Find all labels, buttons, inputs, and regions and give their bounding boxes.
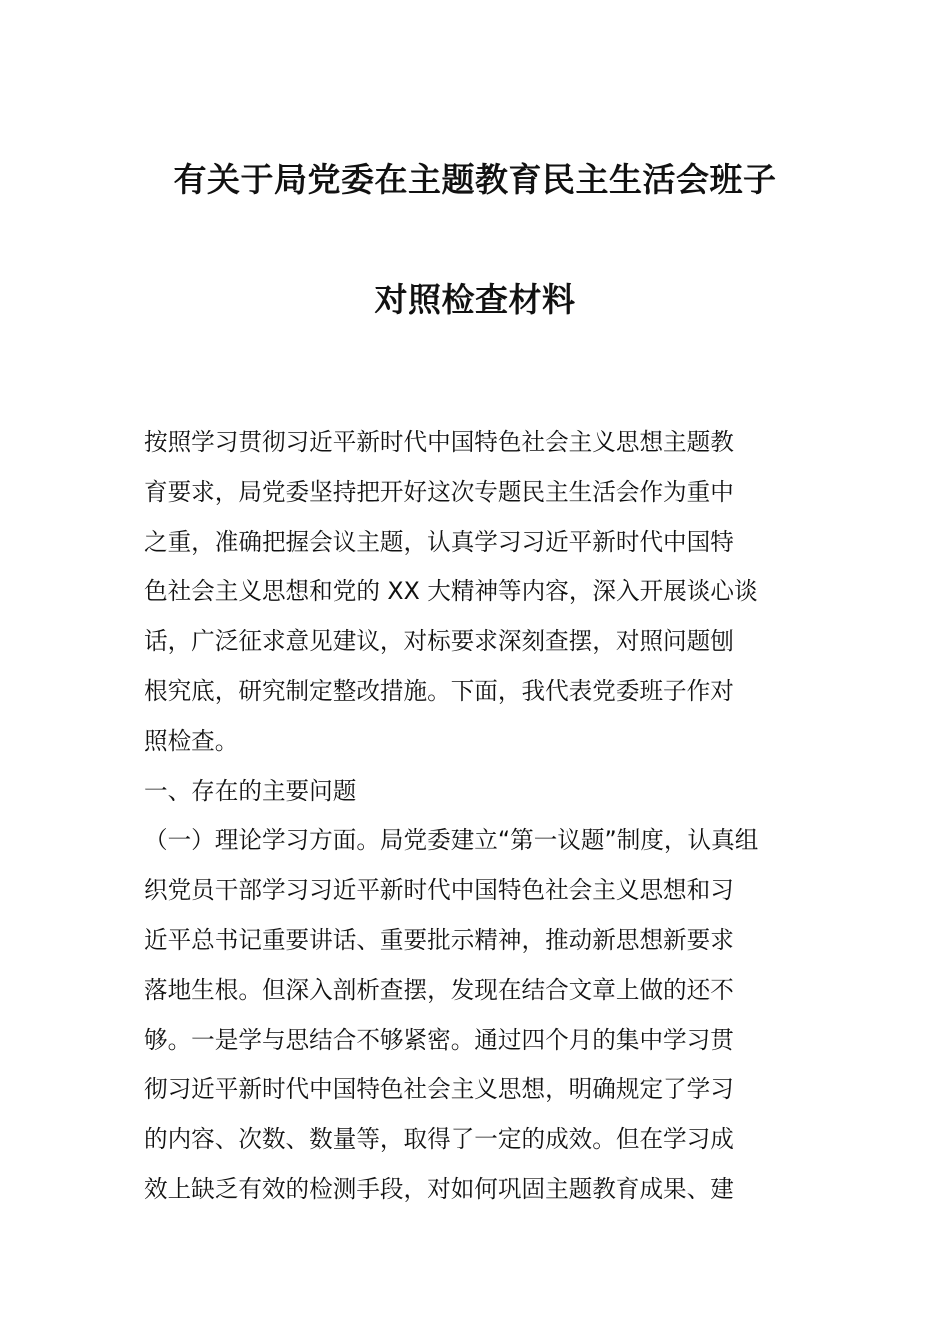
body-line: 近平总书记重要讲话、重要批示精神，推动新思想新要求 bbox=[144, 925, 734, 954]
body-line: 色社会主义思想和党的 XX 大精神等内容，深入开展谈心谈 bbox=[144, 577, 758, 606]
body-line: 话，广泛征求意见建议，对标要求深刻查摆，对照问题刨 bbox=[144, 627, 734, 656]
body-line: 的内容、次数、数量等，取得了一定的成效。但在学习成 bbox=[144, 1125, 734, 1154]
body-line: 按照学习贯彻习近平新时代中国特色社会主义思想主题教 bbox=[144, 428, 734, 456]
body-line: 织党员干部学习习近平新时代中国特色社会主义思想和习 bbox=[144, 876, 734, 905]
document-body bbox=[144, 418, 808, 1215]
body-line: 之重，准确把握会议主题，认真学习习近平新时代中国特 bbox=[144, 527, 734, 556]
body-line: 彻习近平新时代中国特色社会主义思想，明确规定了学习 bbox=[144, 1075, 734, 1104]
document-title-line-2: 对照检查材料 bbox=[374, 280, 576, 319]
section-heading: 一、存在的主要问题 bbox=[144, 776, 357, 805]
body-line: 落地生根。但深入剖析查摆，发现在结合文章上做的还不 bbox=[144, 975, 734, 1004]
body-line: 照检查。 bbox=[144, 726, 239, 755]
body-line: 够。一是学与思结合不够紧密。通过四个月的集中学习贯 bbox=[144, 1025, 734, 1054]
body-line: 根究底，研究制定整改措施。下面，我代表党委班子作对 bbox=[144, 676, 734, 705]
document-title-line-1: 有关于局党委在主题教育民主生活会班子 bbox=[173, 160, 777, 199]
body-line: 育要求，局党委坚持把开好这次专题民主生活会作为重中 bbox=[144, 477, 734, 506]
body-line: 效上缺乏有效的检测手段，对如何巩固主题教育成果、建 bbox=[144, 1174, 734, 1203]
body-line: （一）理论学习方面。局党委建立“第一议题”制度，认真组 bbox=[144, 826, 759, 855]
